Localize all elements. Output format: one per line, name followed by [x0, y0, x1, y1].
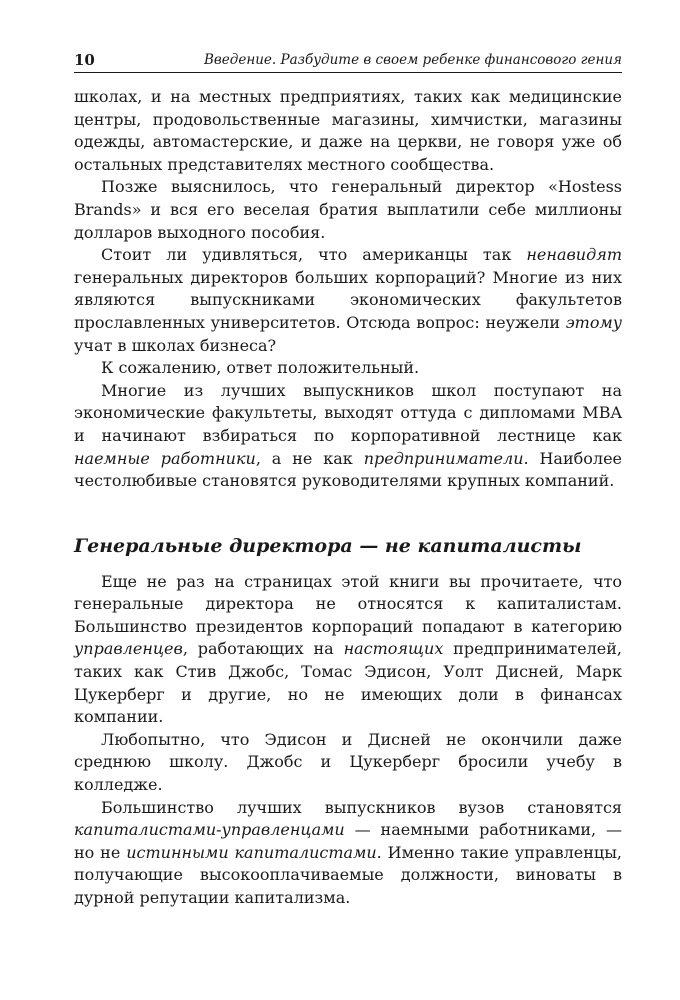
text-run: Большинство лучших выпускников вузов становятся [101, 797, 622, 817]
text-run: генеральных директоров больших корпораций? Многие из них являются выпускниками экономических факультетов прославленных университетов. Отсюда вопрос: неужели [74, 267, 622, 332]
text-run: — наемными работниками, — но не [74, 820, 622, 862]
paragraph-ceo-hatred [74, 244, 622, 357]
italic-run: этому [565, 312, 622, 332]
text-run: Еще не раз на страницах этой книги вы прочитаете, что генеральные директора не относятся к капиталистам. Большинство президентов корпораций попадают в категорию [74, 571, 622, 636]
italic-run: истинными капиталистами [126, 842, 377, 862]
text-run: учат в школах бизнеса? [74, 335, 277, 355]
section-heading: Генеральные директора — не капиталисты [74, 534, 582, 557]
page-number: 10 [74, 51, 95, 69]
text-run: , а не как [255, 448, 364, 468]
page-body [74, 86, 622, 910]
italic-run: капиталистами-управленцами [74, 820, 345, 840]
paragraph-hostess-brands: Позже выяснилось, что генеральный директор «Hostess Brands» и вся его веселая братия выплатили себе миллионы долларов выходного пособия. [74, 177, 622, 242]
running-header [74, 50, 622, 73]
paragraph-dropouts: Любопытно, что Эдисон и Дисней не окончили даже среднюю школу. Джобс и Цукерберг бросили учебу в колледже. [74, 729, 622, 795]
paragraph-mba-graduates [74, 380, 622, 493]
paragraph-continued: школах, и на местных предприятиях, таких как медицинские центры, продовольственные магазины, химчистки, магазины одежды, автомастерские, и даже на церкви, не говоря уже об остальных представителях местного сообщества. [74, 87, 622, 174]
text-run: . Именно такие управленцы, получающие высокооплачиваемые должности, виноваты в дурной репутации капитализма. [74, 842, 623, 907]
text-run: Стоит ли удивляться, что американцы так [101, 245, 527, 265]
text-run: . Наиболее честолюбивые становятся руководителями крупных компаний. [74, 448, 623, 491]
paragraph-capitalist-managers [74, 797, 622, 910]
italic-run: предприниматели [363, 448, 524, 468]
text-run: предпринимателей, таких как Стив Джобс, Томас Эдисон, Уолт Дисней, Марк Цукерберг и другие, но не имеющих доли в финансах компании. [74, 639, 622, 727]
text-run: Многие из лучших выпускников школ поступают на экономические факультеты, выходят оттуда с дипломами MBA и начинают взбираться по корпоративной лестнице как [74, 380, 622, 445]
running-title: Введение. Разбудите в своем ребенке финансового гения [204, 52, 622, 68]
italic-run: ненавидят [526, 245, 622, 265]
paragraph-managers [74, 571, 622, 729]
text-run: , работающих на [182, 639, 344, 659]
italic-run: настоящих [343, 639, 444, 659]
italic-run: наемные работники [74, 448, 256, 468]
italic-run: управленцев [74, 639, 183, 659]
paragraph-answer: К сожалению, ответ положительный. [101, 358, 420, 378]
